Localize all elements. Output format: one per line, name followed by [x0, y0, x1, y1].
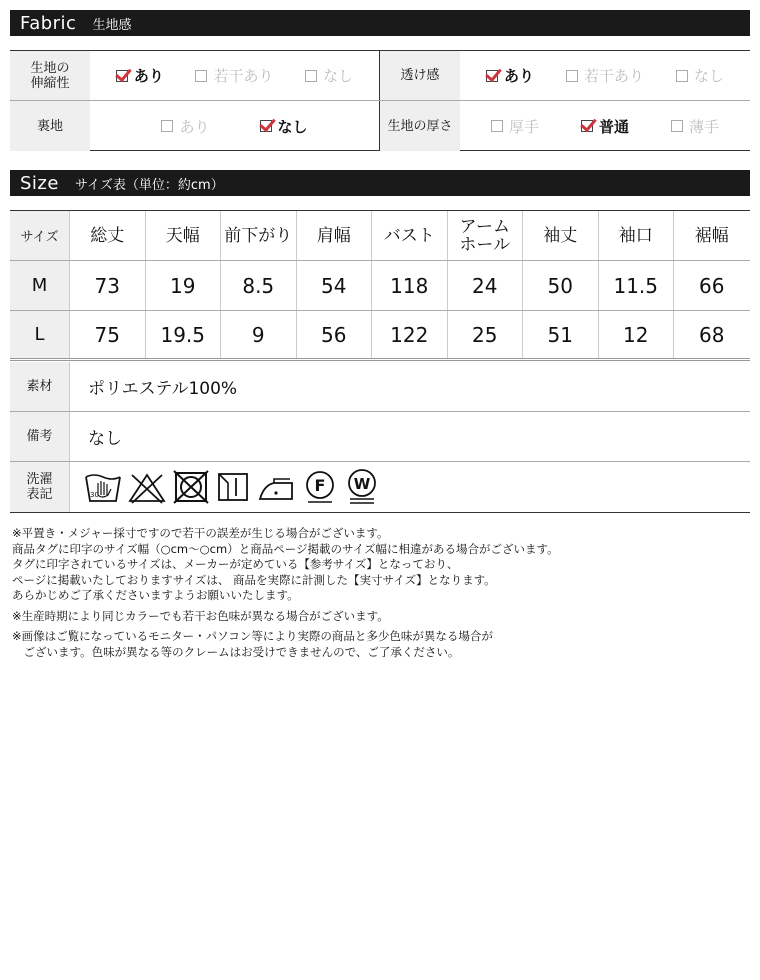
fabric-title-jp: 生地感 [92, 17, 132, 33]
fabric-options [90, 101, 379, 151]
fabric-title-en: Fabric [20, 12, 77, 34]
hand-wash-temp: 30 [90, 491, 99, 499]
note-line: あらかじめご了承くださいますようお願いいたします。 [12, 588, 299, 602]
fabric-label: 生地の 伸縮性 [10, 51, 90, 100]
size-column-header: 前下がり [221, 211, 297, 260]
size-cell: 118 [372, 261, 448, 310]
option-label: なし [277, 117, 308, 136]
size-table [10, 210, 750, 361]
note-line: ※生産時期により同じカラーでも若干お色味が異なる場合がございます。 [12, 608, 389, 623]
info-table [10, 362, 750, 513]
fabric-cell-lining [10, 101, 380, 151]
checkbox-icon [491, 120, 503, 132]
size-cell: 9 [221, 311, 297, 358]
size-cell: 54 [297, 261, 373, 310]
checkbox-icon [676, 70, 688, 82]
size-title-jp: サイズ表（単位：約cm） [74, 177, 224, 193]
dry-clean-f-icon [302, 469, 338, 505]
size-cell: 25 [448, 311, 524, 358]
checkbox-icon [486, 70, 498, 82]
checkbox-icon [305, 70, 317, 82]
fabric-label: 透け感 [380, 51, 460, 100]
size-cell: 66 [699, 273, 725, 298]
option-label: 若干あり [213, 67, 274, 85]
size-cell: 75 [70, 311, 146, 358]
size-column-header: 天幅 [146, 211, 222, 260]
size-cell: 68 [699, 322, 725, 347]
fabric-option [566, 65, 644, 86]
note-line: 商品タグに印字のサイズ幅（○cm〜○cm）と商品ページ掲載のサイズ幅に相違がある場合がございます。 [12, 541, 559, 556]
fabric-cell-thickness [380, 101, 750, 151]
dry-clean-letter: F [314, 476, 326, 495]
wet-clean-w-icon [344, 468, 380, 506]
fabric-option [305, 65, 353, 86]
note-line: ございます。色味が異なる等のクレームはお受けできませんので、ご了承ください。 [12, 644, 460, 659]
remarks-row [10, 412, 750, 462]
size-column-header: 裾幅 [694, 225, 729, 246]
care-row [10, 462, 750, 512]
remarks-label: 備考 [10, 412, 70, 461]
remarks-value: なし [88, 429, 122, 449]
fabric-options [460, 101, 750, 151]
fabric-option [161, 116, 209, 137]
option-label: 若干あり [583, 67, 644, 85]
size-column-header: バスト [372, 211, 448, 260]
option-label: なし [693, 67, 724, 85]
material-row [10, 362, 750, 412]
size-column-header: アーム ホール [448, 211, 524, 260]
size-column-header: 袖口 [599, 211, 675, 260]
size-cell: 12 [599, 311, 675, 358]
checkbox-icon [260, 120, 272, 132]
no-tumble-dry-icon [172, 469, 210, 505]
fabric-option [260, 116, 308, 137]
fabric-option [671, 116, 719, 137]
table-row [10, 311, 750, 361]
size-cell: 122 [372, 311, 448, 358]
size-column-header: 総丈 [70, 211, 146, 260]
fabric-cell-sheerness [380, 51, 750, 100]
care-icons [70, 462, 380, 512]
fabric-row [10, 101, 750, 151]
option-label: あり [179, 117, 210, 136]
checkbox-icon [566, 70, 578, 82]
size-cell: 50 [523, 261, 599, 310]
notes [12, 526, 748, 660]
iron-low-icon [256, 469, 296, 505]
option-label: 薄手 [688, 117, 719, 136]
material-label: 素材 [10, 362, 70, 411]
size-section-header [10, 170, 750, 196]
fabric-option [116, 65, 164, 86]
fabric-label: 裏地 [10, 101, 90, 151]
size-cell: 51 [523, 311, 599, 358]
option-label: あり [133, 67, 164, 85]
fabric-label: 生地の厚さ [380, 101, 460, 151]
size-row-label: M [10, 261, 70, 310]
size-cell: 56 [297, 311, 373, 358]
size-header-label: サイズ [10, 211, 70, 260]
size-cell: 73 [70, 261, 146, 310]
size-column-header: 袖丈 [523, 211, 599, 260]
note-line: ページに掲載いたしておりますサイズは、 商品を実際に計測した【実寸サイズ】となります。 [12, 572, 496, 587]
fabric-section-header [10, 10, 750, 36]
checkbox-icon [116, 70, 128, 82]
size-column-header: 肩幅 [297, 211, 373, 260]
option-label: 普通 [598, 117, 629, 136]
size-title-en: Size [20, 172, 59, 194]
checkbox-icon [581, 120, 593, 132]
fabric-table [10, 50, 750, 151]
size-cell: 11.5 [599, 261, 675, 310]
checkbox-icon [195, 70, 207, 82]
no-bleach-icon [128, 469, 166, 505]
fabric-cell-stretch [10, 51, 380, 100]
care-label: 洗濯 表記 [10, 462, 70, 512]
size-cell: 8.5 [221, 261, 297, 310]
hand-wash-30-icon [84, 469, 122, 505]
material-value: ポリエステル100% [88, 379, 238, 399]
table-row [10, 261, 750, 311]
fabric-option [491, 116, 539, 137]
size-cell: 19 [146, 261, 222, 310]
size-cell: 24 [448, 261, 524, 310]
fabric-options [460, 51, 750, 100]
checkbox-icon [161, 120, 173, 132]
option-label: あり [503, 67, 534, 85]
fabric-option [676, 65, 724, 86]
wet-clean-letter: W [353, 475, 371, 493]
note-line: ※平置き・メジャー採寸ですので若干の誤差が生じる場合がございます。 [12, 526, 389, 540]
fabric-option [486, 65, 534, 86]
fabric-row [10, 51, 750, 101]
fabric-option [195, 65, 273, 86]
note-line: タグに印字されているサイズは、メーカーが定めている【参考サイズ】となっており、 [12, 557, 459, 571]
size-row-label: L [10, 311, 70, 358]
size-cell: 19.5 [146, 311, 222, 358]
fabric-options [90, 51, 379, 100]
note-line: ※画像はご覧になっているモニター・パソコン等により実際の商品と多少色味が異なる場合が [12, 629, 493, 643]
size-header-row [10, 211, 750, 261]
fabric-option [581, 116, 629, 137]
shade-dry-icon [216, 469, 250, 505]
option-label: なし [323, 67, 354, 85]
checkbox-icon [671, 120, 683, 132]
option-label: 厚手 [508, 117, 539, 136]
